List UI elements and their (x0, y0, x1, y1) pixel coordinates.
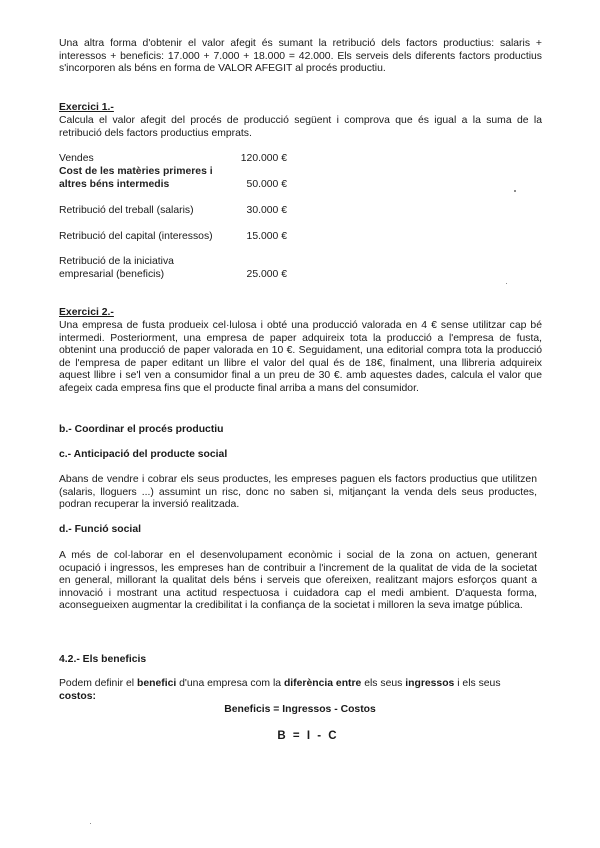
exercici2-statement: Una empresa de fusta produeix cel·lulosa i obté una producció valorada en 4 € sense utilitzar cap bé intermedi. Posteriorment, una empresa de paper adquireix tota la producció a l'empresa de fusta, obtenint una producció de paper valorada en 10 €. Seguidament, una editorial compra tota la producció de l'empresa de paper editant un llibre el valor del qual és de 18€, finalment, una llibreria adquireix aquest llibre i se'l ven a consumidor final a un preu de 30 €. amb aquestes dades, calcula el valor que afegeix cada empresa fins que el producte final arriba a mans del consumidor. (59, 320, 542, 394)
exercici1-row (59, 153, 319, 166)
exercici1-statement: Calcula el valor afegit del procés de producció següent i comprova que és igual a la suma de la retribució dels factors productius emprats. (59, 115, 542, 139)
def-bold: benefici (136, 678, 177, 689)
intro-paragraph: Una altra forma d'obtenir el valor afegit és sumant la retribució dels factors productius: salaris + interessos + beneficis: 17.000 + 7.000 + 18.000 = 42.000. Els serveis dels diferents factors productius s'incorporen als béns en forma de VALOR AFEGIT al procés productiu. (59, 38, 542, 75)
exercici1-row (59, 256, 319, 282)
row-label: Vendes (59, 153, 94, 164)
row-value: 25.000 € (246, 269, 287, 280)
section-d-text: A més de col·laborar en el desenvolupament econòmic i social de la zona on actuen, generant ocupació i ingressos, les empreses han de contribuir a l'increment de la qualitat de vida de la societat en general, millorant la qualitat dels béns i serveis que ofereixen, realitzant majors esforços quant a innovació i mostrant una actitud respectuosa i cuidadora cap el medi ambient. D'aquesta forma, aconsegueixen augmentar la credibilitat i la confiança de la societat i milloren la seva imatge pública. (59, 550, 537, 612)
section-c-text: Abans de vendre i cobrar els seus productes, les empreses paguen els factors productius que utilitzen (salaris, lloguers ...) assumint un risc, donc no saben si, mitjançant la venda dels seus productes, podran recuperar la inversió realitzada. (59, 474, 537, 511)
row-label: Retribució del capital (interessos) (59, 231, 213, 242)
def-bold: diferència entre (283, 678, 362, 689)
formula-symbols: B = I - C (277, 730, 339, 742)
def-text: els seus (361, 678, 406, 689)
formula-words: Beneficis = Ingressos - Costos (224, 704, 376, 715)
scan-speck (90, 823, 91, 824)
def-bold: costos: (59, 690, 96, 702)
def-text: d'una empresa com la (176, 678, 284, 689)
section-42-title: 4.2.- Els beneficis (59, 654, 147, 665)
def-bold: ingressos (405, 678, 455, 689)
exercici1-row (59, 231, 319, 244)
row-label: Retribució del treball (salaris) (59, 205, 194, 216)
scan-speck (514, 190, 516, 192)
exercici1-row (59, 166, 319, 192)
exercici1-title: Exercici 1.- (59, 102, 114, 113)
row-label: Cost de les matèries primeres i altres béns intermedis (59, 166, 213, 190)
scan-speck (506, 283, 507, 284)
section-d-title: d.- Funció social (59, 524, 141, 535)
exercici1-row (59, 205, 319, 218)
row-label: Retribució de la iniciativa empresarial (beneficis) (59, 256, 174, 280)
row-value: 15.000 € (246, 231, 287, 242)
section-b-title: b.- Coordinar el procés productiu (59, 424, 224, 435)
row-value: 120.000 € (240, 153, 287, 164)
exercici2-title: Exercici 2.- (59, 307, 114, 318)
row-value: 50.000 € (246, 179, 287, 190)
benefit-definition (59, 678, 537, 703)
section-c-title: c.- Anticipació del producte social (59, 449, 228, 460)
def-text: Podem definir el (59, 678, 137, 689)
def-text: i els seus (454, 678, 501, 689)
row-value: 30.000 € (246, 205, 287, 216)
